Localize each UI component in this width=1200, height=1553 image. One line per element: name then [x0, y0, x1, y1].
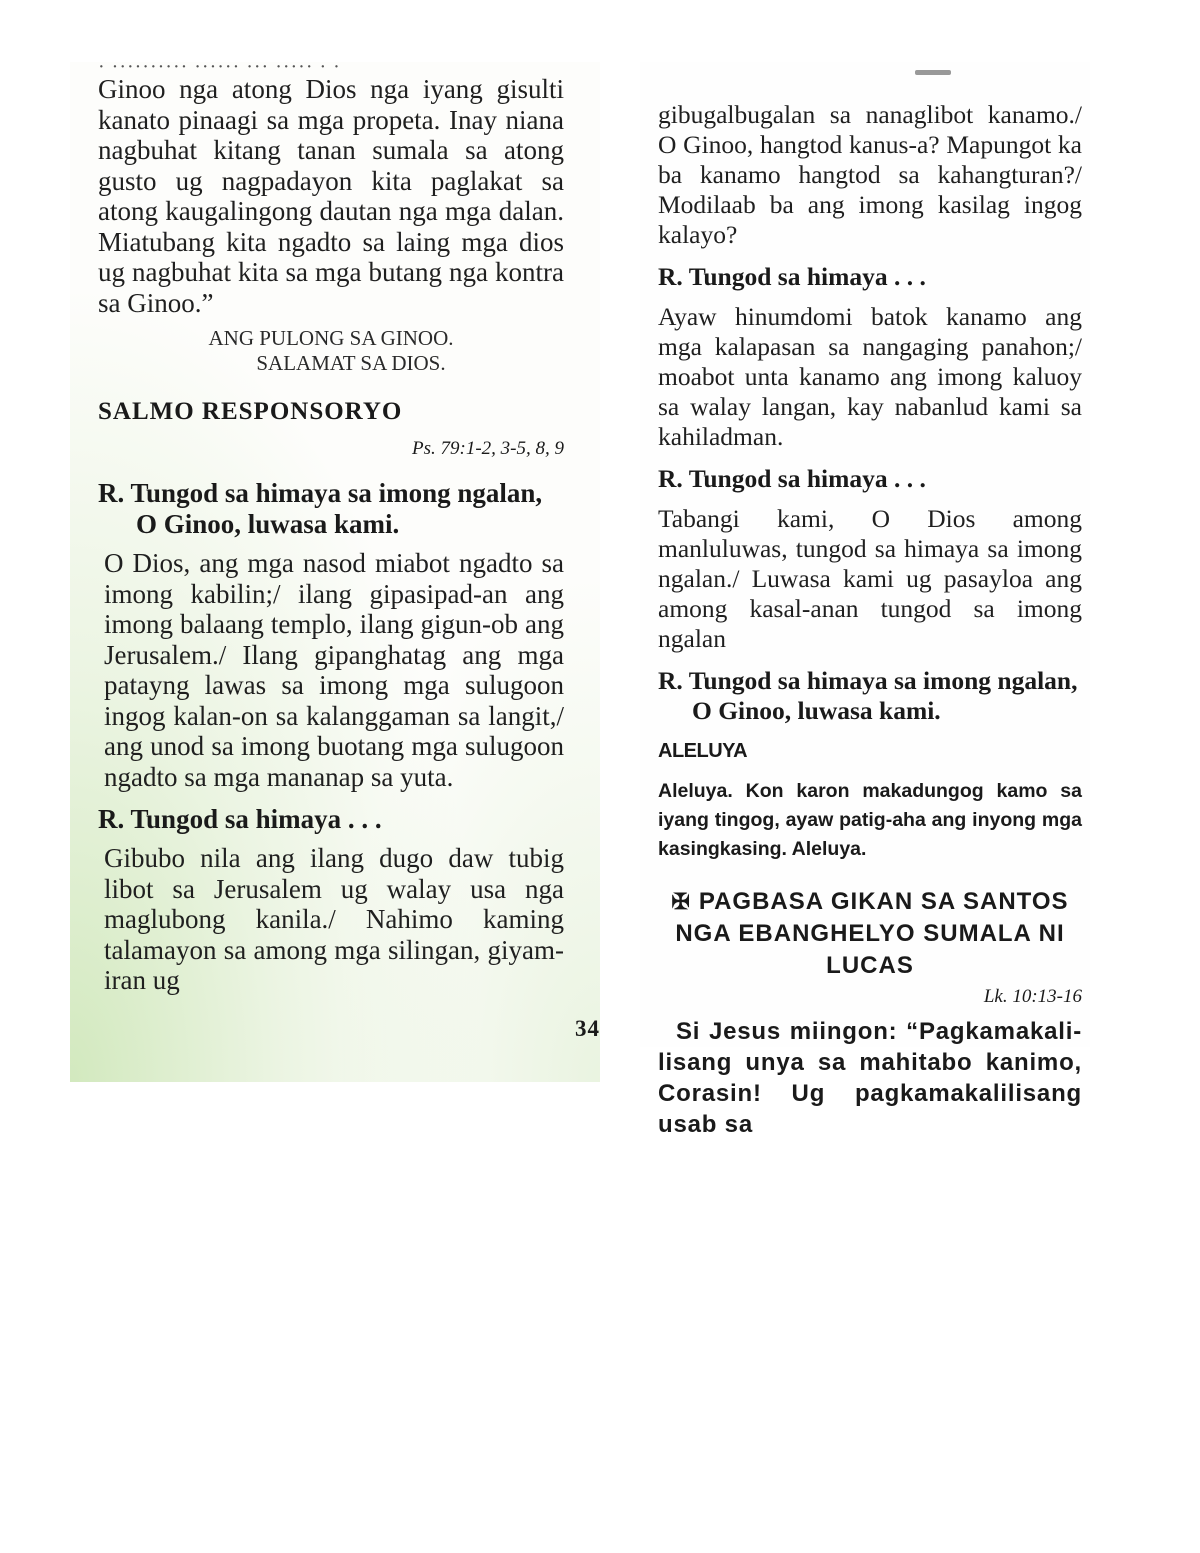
psalm-response-full	[658, 666, 1082, 726]
psalm-verse-2: Gibubo nila ang ilang dugo daw tubig libot sa Jerusalem ug walay usa nga maglubong kanila./ Nahimo kaming talamayon sa among mga silingan, giyam-iran ug	[104, 843, 564, 995]
psalm-response-line-2: O Ginoo, luwasa kami.	[136, 509, 400, 539]
left-page	[70, 62, 600, 1082]
page-number: 34	[575, 1016, 600, 1041]
psalm-response-line-1: R. Tungod sa himaya sa imong ngalan,	[98, 478, 543, 508]
psalm-verse-1: O Dios, ang mga nasod miabot ngadto sa imong kabilin;/ ilang gipasipad-an ang imong balaang templo, ilang gigun-ob ang Jerusalem./ Ilang gipanghatag ang mga patayng lawas sa imong mga sulugoon ingog kalan-on sa kalanggaman sa langit,/ ang unod sa imong buotang mga sulugoon ngadto sa mga mananap sa yuta.	[104, 548, 564, 792]
alleluia-text: Aleluya. Kon karon makadungog kamo sa iyang tingog, ayaw patig-aha ang inyong mga kasingkasing. Aleluya.	[658, 780, 1082, 860]
gospel-reference: Lk. 10:13-16	[983, 986, 1082, 1007]
psalm-response-line-2: O Ginoo, luwasa kami.	[692, 696, 941, 725]
gospel-heading	[658, 886, 1082, 982]
psalm-verse-3: Ayaw hinumdomi batok kanamo ang mga kalapasan sa nangaging panahon;/ moabot unta kanamo ang imong kaluoy sa walay langan, kay nabanlud kami sa kahiladman.	[658, 302, 1082, 451]
psalm-response-line-1: R. Tungod sa himaya sa imong ngalan,	[658, 666, 1078, 695]
gospel-heading-line-3: LUCAS	[826, 952, 914, 979]
gospel-text: Si Jesus miingon: “Pagkamakali-lisang unya sa mahitabo kanimo, Corasin! Ug pagkamakalilisang usab sa	[658, 1018, 1082, 1138]
psalm-reference: Ps. 79:1-2, 3-5, 8, 9	[412, 438, 564, 459]
short-response: R. Tungod sa himaya . . .	[98, 804, 382, 834]
right-page	[640, 62, 1090, 1138]
scan-mark	[915, 70, 951, 75]
psalm-verse-2-continued: gibugalbugalan sa nanaglibot kanamo./ O Ginoo, hangtod kanus-a? Mapungot ka ba kanamo hangtod sa kahangturan?/ Modilaab ba ang imong kasilag ingog kalayo?	[658, 100, 1082, 249]
psalm-verse-4: Tabangi kami, O Dios among manluluwas, tungod sa himaya sa imong ngalan./ Luwasa kami ug pasayloa ang among kasal-anan tungod sa imong ngalan	[658, 504, 1082, 653]
opening-paragraph: Ginoo nga atong Dios nga iyang gisulti kanato pinaagi sa mga propeta. Inay niana nagbuhat kitang tanan sumala sa atong gusto ug nagpadayon kita paglakat sa atong kaugalingong dautan nga mga dalan. Miatubang kita ngadto sa laing mga dios ug nagbuhat kita sa mga butang nga kontra sa Ginoo.”	[98, 74, 564, 318]
short-response-2: R. Tungod sa himaya . . .	[658, 464, 926, 493]
psalm-response	[98, 478, 564, 540]
cross-icon: ✠	[671, 889, 691, 914]
alleluia-heading: ALELUYA	[658, 740, 748, 762]
gospel-heading-line-2: NGA EBANGHELYO SUMALA NI	[675, 920, 1065, 947]
psalm-section-heading: SALMO RESPONSORYO	[98, 398, 403, 425]
cut-off-line: · ·········· ······ ··· ····· · ·	[98, 60, 341, 74]
gospel-heading-line-1: PAGBASA GIKAN SA SANTOS	[698, 888, 1069, 915]
acclamation-thanks-be-to-god: SALAMAT SA DIOS.	[256, 351, 446, 375]
short-response-1: R. Tungod sa himaya . . .	[658, 262, 926, 291]
acclamation-word-of-lord: ANG PULONG SA GINOO.	[208, 326, 454, 350]
